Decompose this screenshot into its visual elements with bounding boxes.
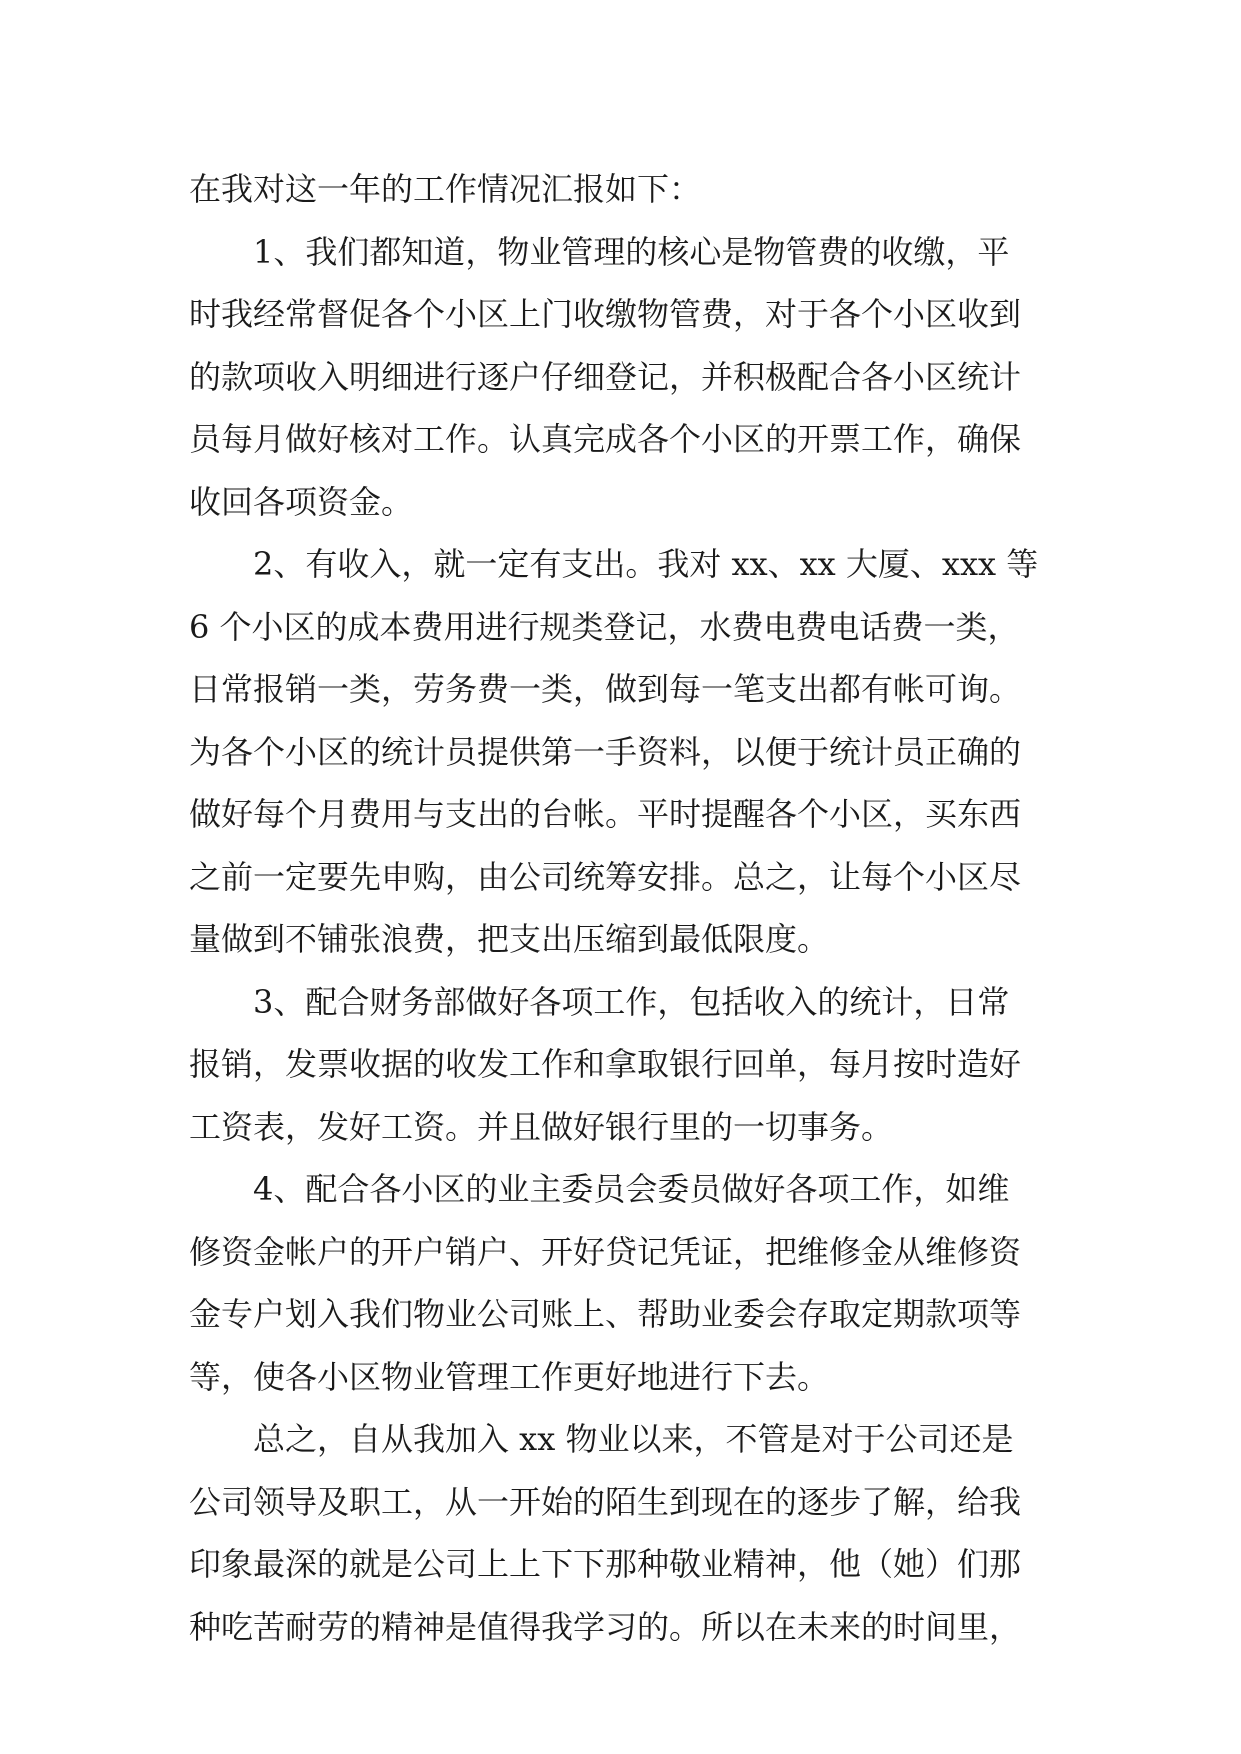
text-line: 之前一定要先申购，由公司统筹安排。总之，让每个小区尽 xyxy=(189,857,1022,896)
text-line: 收回各项资金。 xyxy=(189,482,414,521)
text-line: 在我对这一年的工作情况汇报如下： xyxy=(189,170,702,208)
text-line: 金专户划入我们物业公司账上、帮助业委会存取定期款项等 xyxy=(189,1295,1022,1333)
text-line: 做好每个月费用与支出的台帐。平时提醒各个小区，买东西 xyxy=(189,795,1022,833)
text-line: 印象最深的就是公司上上下下那种敬业精神，他（她）们那 xyxy=(189,1545,1022,1583)
text-line: 3、配合财务部做好各项工作，包括收入的统计，日常 xyxy=(253,982,1010,1021)
text-line: 修资金帐户的开户销户、开好贷记凭证，把维修金从维修资 xyxy=(189,1232,1022,1271)
text-line: 总之，自从我加入 xx 物业以来，不管是对于公司还是 xyxy=(253,1420,1014,1458)
text-line: 量做到不铺张浪费，把支出压缩到最低限度。 xyxy=(189,920,830,958)
text-line: 的款项收入明细进行逐户仔细登记，并积极配合各小区统计 xyxy=(189,357,1022,396)
text-line: 1、我们都知道，物业管理的核心是物管费的收缴，平 xyxy=(253,232,1010,271)
text-line: 时我经常督促各个小区上门收缴物管费，对于各个小区收到 xyxy=(189,295,1022,333)
text-line: 种吃苦耐劳的精神是值得我学习的。所以在未来的时间里， xyxy=(189,1607,1022,1646)
text-line: 2、有收入，就一定有支出。我对 xx、xx 大厦、xxx 等 xyxy=(253,545,1039,583)
text-line: 日常报销一类，劳务费一类，做到每一笔支出都有帐可询。 xyxy=(189,670,1022,708)
text-line: 6 个小区的成本费用进行规类登记，水费电费电话费一类， xyxy=(189,607,1020,646)
text-line: 工资表，发好工资。并且做好银行里的一切事务。 xyxy=(189,1107,894,1146)
document-body xyxy=(189,158,1069,1658)
text-line: 为各个小区的统计员提供第一手资料，以便于统计员正确的 xyxy=(189,732,1022,771)
text-line: 员每月做好核对工作。认真完成各个小区的开票工作，确保 xyxy=(189,420,1022,458)
text-line: 等，使各小区物业管理工作更好地进行下去。 xyxy=(189,1357,830,1396)
text-line: 报销，发票收据的收发工作和拿取银行回单，每月按时造好 xyxy=(189,1045,1022,1083)
text-line: 4、配合各小区的业主委员会委员做好各项工作，如维 xyxy=(253,1170,1010,1208)
text-line: 公司领导及职工，从一开始的陌生到现在的逐步了解，给我 xyxy=(189,1482,1022,1521)
